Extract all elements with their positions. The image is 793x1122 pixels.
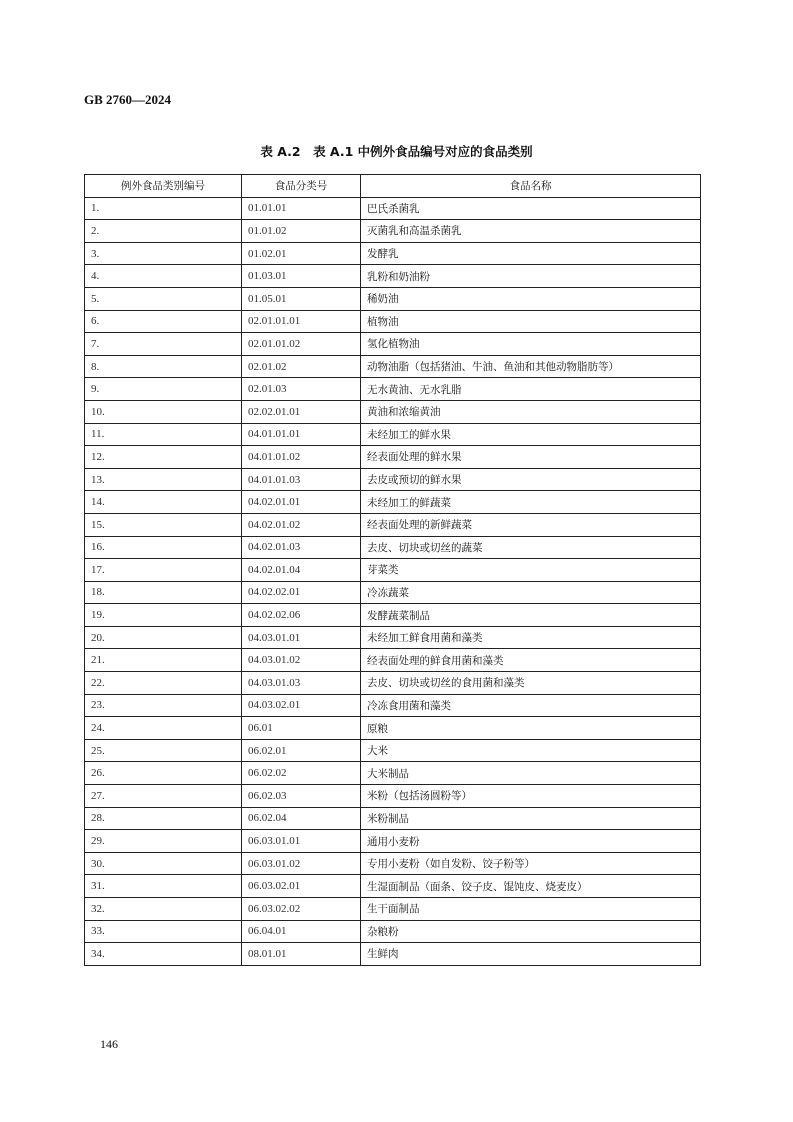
cell-category-code: 02.02.01.01 <box>242 400 361 423</box>
table-row <box>85 536 701 559</box>
table-header-row <box>85 175 701 198</box>
cell-category-code: 06.03.02.02 <box>242 898 361 921</box>
cell-exception-number: 28. <box>85 807 242 830</box>
cell-food-name: 通用小麦粉 <box>361 830 701 853</box>
cell-food-name: 去皮或预切的鲜水果 <box>361 468 701 491</box>
cell-category-code: 06.03.01.02 <box>242 852 361 875</box>
table-row <box>85 491 701 514</box>
table-row <box>85 785 701 808</box>
table-row <box>85 649 701 672</box>
cell-food-name: 经表面处理的鲜水果 <box>361 446 701 469</box>
cell-category-code: 04.03.02.01 <box>242 694 361 717</box>
cell-category-code: 04.02.01.03 <box>242 536 361 559</box>
cell-food-name: 米粉（包括汤圆粉等） <box>361 785 701 808</box>
table-row <box>85 762 701 785</box>
cell-exception-number: 23. <box>85 694 242 717</box>
cell-exception-number: 4. <box>85 265 242 288</box>
cell-food-name: 灭菌乳和高温杀菌乳 <box>361 220 701 243</box>
cell-category-code: 04.02.01.02 <box>242 513 361 536</box>
cell-category-code: 06.01 <box>242 717 361 740</box>
cell-exception-number: 33. <box>85 920 242 943</box>
cell-food-name: 动物油脂（包括猪油、牛油、鱼油和其他动物脂肪等） <box>361 355 701 378</box>
cell-exception-number: 1. <box>85 197 242 220</box>
table-row <box>85 581 701 604</box>
cell-food-name: 大米 <box>361 739 701 762</box>
cell-exception-number: 15. <box>85 513 242 536</box>
column-header-category-code: 食品分类号 <box>242 175 361 198</box>
cell-food-name: 去皮、切块或切丝的蔬菜 <box>361 536 701 559</box>
cell-food-name: 生干面制品 <box>361 898 701 921</box>
cell-category-code: 02.01.03 <box>242 378 361 401</box>
food-category-table <box>84 174 701 966</box>
cell-exception-number: 3. <box>85 242 242 265</box>
cell-exception-number: 19. <box>85 604 242 627</box>
table-row <box>85 875 701 898</box>
cell-exception-number: 31. <box>85 875 242 898</box>
cell-exception-number: 29. <box>85 830 242 853</box>
cell-food-name: 冷冻蔬菜 <box>361 581 701 604</box>
page-number: 146 <box>100 1037 118 1051</box>
cell-category-code: 06.03.02.01 <box>242 875 361 898</box>
cell-category-code: 06.04.01 <box>242 920 361 943</box>
cell-food-name: 芽菜类 <box>361 559 701 582</box>
cell-exception-number: 32. <box>85 898 242 921</box>
table-row <box>85 355 701 378</box>
cell-category-code: 04.03.01.03 <box>242 672 361 695</box>
cell-exception-number: 26. <box>85 762 242 785</box>
cell-category-code: 06.02.02 <box>242 762 361 785</box>
cell-food-name: 巴氏杀菌乳 <box>361 197 701 220</box>
cell-exception-number: 12. <box>85 446 242 469</box>
column-header-food-name: 食品名称 <box>361 175 701 198</box>
cell-category-code: 01.02.01 <box>242 242 361 265</box>
cell-food-name: 稀奶油 <box>361 287 701 310</box>
cell-category-code: 06.02.04 <box>242 807 361 830</box>
cell-category-code: 06.03.01.01 <box>242 830 361 853</box>
cell-exception-number: 9. <box>85 378 242 401</box>
cell-exception-number: 11. <box>85 423 242 446</box>
cell-category-code: 04.02.02.06 <box>242 604 361 627</box>
document-header <box>84 92 171 108</box>
cell-exception-number: 8. <box>85 355 242 378</box>
cell-food-name: 未经加工鲜食用菌和藻类 <box>361 626 701 649</box>
cell-category-code: 04.01.01.02 <box>242 446 361 469</box>
cell-category-code: 04.01.01.03 <box>242 468 361 491</box>
standard-number: GB 2760—2024 <box>84 92 172 107</box>
cell-exception-number: 18. <box>85 581 242 604</box>
table-row <box>85 446 701 469</box>
table-row <box>85 626 701 649</box>
cell-category-code: 04.02.01.04 <box>242 559 361 582</box>
cell-exception-number: 14. <box>85 491 242 514</box>
cell-exception-number: 13. <box>85 468 242 491</box>
table-row <box>85 287 701 310</box>
column-header-exception-number: 例外食品类别编号 <box>85 175 242 198</box>
cell-food-name: 黄油和浓缩黄油 <box>361 400 701 423</box>
cell-food-name: 冷冻食用菌和藻类 <box>361 694 701 717</box>
table-row <box>85 920 701 943</box>
table-row <box>85 265 701 288</box>
cell-category-code: 08.01.01 <box>242 943 361 966</box>
cell-exception-number: 16. <box>85 536 242 559</box>
table-row <box>85 242 701 265</box>
cell-food-name: 经表面处理的鲜食用菌和藻类 <box>361 649 701 672</box>
table-row <box>85 513 701 536</box>
cell-food-name: 经表面处理的新鲜蔬菜 <box>361 513 701 536</box>
table-row <box>85 717 701 740</box>
cell-food-name: 植物油 <box>361 310 701 333</box>
table-row <box>85 898 701 921</box>
cell-category-code: 04.03.01.01 <box>242 626 361 649</box>
cell-category-code: 04.02.01.01 <box>242 491 361 514</box>
cell-category-code: 04.03.01.02 <box>242 649 361 672</box>
cell-food-name: 氢化植物油 <box>361 333 701 356</box>
cell-exception-number: 24. <box>85 717 242 740</box>
cell-food-name: 杂粮粉 <box>361 920 701 943</box>
table-row <box>85 739 701 762</box>
table-row <box>85 220 701 243</box>
cell-category-code: 06.02.03 <box>242 785 361 808</box>
cell-exception-number: 27. <box>85 785 242 808</box>
cell-category-code: 04.01.01.01 <box>242 423 361 446</box>
cell-exception-number: 17. <box>85 559 242 582</box>
table-row <box>85 604 701 627</box>
table-row <box>85 310 701 333</box>
cell-exception-number: 2. <box>85 220 242 243</box>
cell-exception-number: 21. <box>85 649 242 672</box>
cell-exception-number: 25. <box>85 739 242 762</box>
cell-food-name: 乳粉和奶油粉 <box>361 265 701 288</box>
table-row <box>85 694 701 717</box>
cell-exception-number: 34. <box>85 943 242 966</box>
table-title: 表 A.2 表 A.1 中例外食品编号对应的食品类别 <box>260 144 533 159</box>
cell-food-name: 发酵乳 <box>361 242 701 265</box>
cell-food-name: 去皮、切块或切丝的食用菌和藻类 <box>361 672 701 695</box>
table-row <box>85 400 701 423</box>
table-body <box>85 197 701 965</box>
cell-exception-number: 6. <box>85 310 242 333</box>
cell-food-name: 米粉制品 <box>361 807 701 830</box>
cell-food-name: 生鲜肉 <box>361 943 701 966</box>
cell-food-name: 发酵蔬菜制品 <box>361 604 701 627</box>
cell-category-code: 02.01.01.01 <box>242 310 361 333</box>
table-row <box>85 423 701 446</box>
cell-category-code: 01.05.01 <box>242 287 361 310</box>
cell-exception-number: 5. <box>85 287 242 310</box>
cell-food-name: 未经加工的鲜蔬菜 <box>361 491 701 514</box>
cell-category-code: 01.03.01 <box>242 265 361 288</box>
cell-exception-number: 30. <box>85 852 242 875</box>
cell-category-code: 02.01.01.02 <box>242 333 361 356</box>
table-row <box>85 333 701 356</box>
cell-category-code: 01.01.01 <box>242 197 361 220</box>
cell-category-code: 02.01.02 <box>242 355 361 378</box>
table-row <box>85 672 701 695</box>
cell-food-name: 大米制品 <box>361 762 701 785</box>
cell-category-code: 01.01.02 <box>242 220 361 243</box>
table-row <box>85 807 701 830</box>
table-row <box>85 943 701 966</box>
table-row <box>85 559 701 582</box>
cell-exception-number: 20. <box>85 626 242 649</box>
table-row <box>85 830 701 853</box>
table-row <box>85 468 701 491</box>
cell-exception-number: 22. <box>85 672 242 695</box>
cell-category-code: 06.02.01 <box>242 739 361 762</box>
cell-exception-number: 7. <box>85 333 242 356</box>
cell-exception-number: 10. <box>85 400 242 423</box>
table-row <box>85 197 701 220</box>
table-row <box>85 852 701 875</box>
cell-food-name: 原粮 <box>361 717 701 740</box>
cell-category-code: 04.02.02.01 <box>242 581 361 604</box>
cell-food-name: 未经加工的鲜水果 <box>361 423 701 446</box>
table-row <box>85 378 701 401</box>
cell-food-name: 无水黄油、无水乳脂 <box>361 378 701 401</box>
cell-food-name: 生湿面制品（面条、饺子皮、馄饨皮、烧麦皮） <box>361 875 701 898</box>
cell-food-name: 专用小麦粉（如自发粉、饺子粉等） <box>361 852 701 875</box>
